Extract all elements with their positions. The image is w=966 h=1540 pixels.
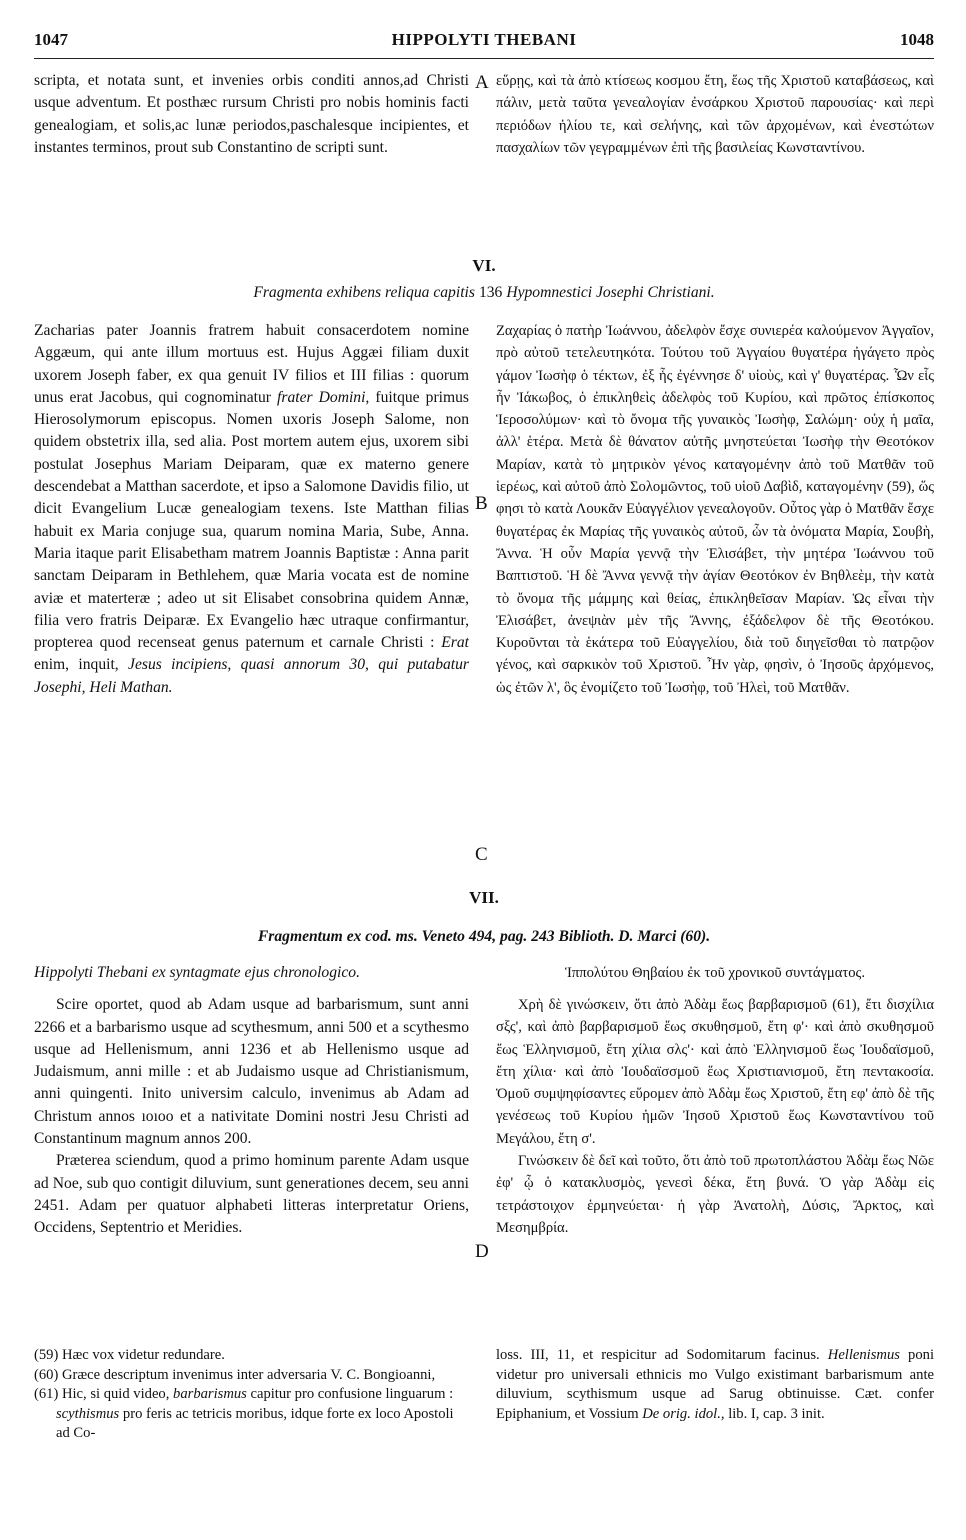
section-vii-latin-column (34, 962, 469, 1322)
margin-marker-b: B (475, 493, 488, 514)
margin-marker-c: C (475, 844, 488, 865)
footnote-61-b: barbarismus (173, 1386, 247, 1402)
section-vii-greek-column (496, 962, 934, 1322)
section-vii-numeral: VII. (469, 888, 499, 907)
margin-marker-d: D (475, 1241, 489, 1262)
section-vi-title-number: 136 (478, 284, 503, 301)
section-vi-latin-p2-italic: Erat (441, 634, 469, 652)
section-vii-greek-p1: Χρὴ δὲ γινώσκειν, ὅτι ἀπὸ Ἀδὰμ ἕως βαρβαρισμοῦ (61), ἔτι δισχίλια σξς', καὶ ἀπὸ βαρβαρισμοῦ ἕως σκυθησμοῦ, ἔτη φ'· καὶ ἀπὸ σκυθησμοῦ ἕως Ἑλληνισμοῦ, ἔτη χίλια σλς'· καὶ ἀπὸ Ἑλληνισμοῦ ἕως Ἰουδαϊσμοῦ, ἔτη χίλια· καὶ ἀπὸ Ἰουδαϊσσμοῦ ἕως Χριστιανισμοῦ, ἔτη πεντακοσία. Ὁμοῦ συμψηφίσαντες εὕρομεν ἀπὸ Ἀδὰμ ἕως Χριστοῦ, ἔτη εφ' ἀπὸ δὲ τῆς γενέσεως τοῦ Κυρίου ἡμῶν Ἰησοῦ Χριστοῦ ἕως Κωνσταντίνου τοῦ Μεγάλου, ἔτη σ'. (496, 997, 934, 1147)
section-vi-title (34, 284, 934, 302)
page (34, 28, 934, 1528)
margin-marker-a: A (475, 72, 489, 93)
footnote-cont-d: De orig. idol., (642, 1405, 725, 1422)
footnote-59: (59) Hæc vox videtur redundare. (34, 1347, 225, 1363)
section-vi-latin-column (34, 320, 469, 820)
section-vi-latin-p2: fuitque primus Hierosolymorum episcopus. Nomen uxoris Joseph Salome, non quidem obstetrix illa, sed alia. Post mortem autem ejus, uxorem sibi postulat Josephus Mariam Deiparam, quæ ex materno genere descendebat a Matthan sacerdote, et ipso a Salomone Davidis filio, ut dicit Evangelium Lucæ genealogiam texens. Iste Matthan filias habuit ex Maria conjuge sua, quarum nomina Maria, Sube, Anna. Maria itaque parit Elisabetham matrem Joannis Baptistæ : Anna parit sanctam Deiparam in Bethlehem, quæ Maria vocata est de nomine aviæ et materteræ ; adeo ut sit Elisabet consobrina quidem Annæ, filia vero fratris Deiparæ. Ex Evangelio hæc utraque confirmantur, propterea quod recenseat genus paternum et carnale Christi : (34, 388, 469, 652)
footnote-cont-a: loss. III, 11, et respicitur ad Sodomitarum facinus. (496, 1347, 820, 1363)
section-vi-numeral: VI. (472, 256, 496, 275)
footnote-61-d: scythismus (56, 1405, 120, 1422)
section-vi-greek-text: Ζαχαρίας ὁ πατὴρ Ἰωάννου, ἀδελφὸν ἔσχε συνιερέα καλούμενον Ἀγγαῖον, πρὸ αὐτοῦ τετελευτηκότα. Τούτου τοῦ Ἀγγαίου θυγατέρα ἠγάγετο πρὸς γάμον Ἰωσὴφ ὁ τέκτων, ἐξ ἧς ἐγέννησε δ' υἱοὺς, καὶ γ' θυγατέρας. Ὧν εἷς ἦν Ἰάκωβος, ὁ ἐπικληθεὶς ἀδελφὸς τοῦ Κυρίου, καὶ πρῶτος ἐπίσκοπος Ἱεροσολύμων· καὶ τὸ ὄνομα τῆς γυναικὸς Ἰωσὴφ, Σαλώμη· οὐχ ἡ μαῖα, ἀλλ' ἑτέρα. Μετὰ δὲ θάνατον αὐτῆς μνηστεύεται Ἰωσὴφ τὴν Θεοτόκον Μαρίαν, κατὰ τὸ μητρικὸν γένος καταγομένην ἀπὸ τοῦ Ματθᾶν τοῦ ἱερέως, καὶ αὐτοῦ ἀπὸ Σολομῶντος, τοῦ υἱοῦ Δαβὶδ, καταγομένην (59), ὥς φησι τὸ κατὰ Λουκᾶν Εὐαγγέλιον γενεαλογοῦν. Οὗτος γὰρ ὁ Ματθᾶν ἔσχε θυγατέρας ἐκ Μαρίας τῆς γυναικὸς αὐτοῦ, ὧν τὰ ὀνόματα Μαρία, Σουβὴ, Ἄννα. Ἡ οὖν Μαρία γεννᾷ τὴν Ἐλισάβετ, τὴν μητέρα Ἰωάννου τοῦ Βαπτιστοῦ. Ἡ δὲ Ἄννα γεννᾷ τὴν ἁγίαν Θεοτόκον ἐν Βηθλεὲμ, τὴν κατὰ τὸ ὄνομα τῆς μάμμης καὶ θείας, ἐπικληθεῖσαν Μαρίαν. Ὡς εἶναι τὴν Ἐλισάβετ, ἀνεψιὰν μὲν τῆς Ἄννης, ἐξάδελφον δὲ τῆς Θεοτόκου. Κυροῦνται τὰ ἑκάτερα τοῦ Εὐαγγελίου, διὰ τοῦ διηγεῖσθαι τὸ πατρῷον γένος, καὶ σαρκικὸν τοῦ Χριστοῦ. Ἦν γὰρ, φησὶν, ὁ Ἰησοῦς ἀρχόμενος, ὡς ἐτῶν λ', ὃς ἐνομίζετο τοῦ Ἰωσὴφ, τοῦ Ἠλεὶ, τοῦ Ματθᾶν. (496, 323, 934, 696)
footnotes-right (496, 1346, 934, 1521)
section-vi-latin-p1-italic: frater Domini, (277, 388, 370, 406)
section-vii-latin-p2: Præterea sciendum, quod a primo hominum parente Adam usque ad Noe, sub quo contigit diluvium, sunt generationes decem, seu anni 2451. Adam per quatuor alphabeti litteras interpretatur Oriens, Occidens, Septentrio et Meridies. (34, 1152, 469, 1237)
section-vi-title-end: Hypomnestici Josephi Christiani. (506, 284, 715, 301)
section-vii-latin-p1: Scire oportet, quod ab Adam usque ad barbarismum, sunt anni 2266 et a barbarismo usque ad scythesmum, anni 500 et a scythesmo usque ad Hellenismum, anni 1236 et ab Hellenismo usque ad Judaismum, anni mille : et ab Judaismo usque ad Christianismum, anni quingenti. Inito universim calculo, invenimus ab Adam ad Christum annos ıoıoo et a nativitate Domini nostri Jesu Christi ad Constantinum magnum annos 200. (34, 996, 469, 1148)
section-vii-greek-title: Ἱππολύτου Θηβαίου ἐκ τοῦ χρονικοῦ συντάγματος. (565, 965, 865, 981)
top-greek-text: εὕρῃς, καὶ τὰ ἀπὸ κτίσεως κοσμου ἔτη, ἕως τῆς Χριστοῦ καταβάσεως, καὶ πάλιν, μετὰ ταῦτα γενεαλογίαν ἐνσάρκου Χριστοῦ παρουσίας· καὶ περὶ περιόδων ἡλίου τε, καὶ σελήνης, καὶ τῶν ἀρχομένων, καὶ ἐνεστώτων πασχαλίων τῶν γεγραμμένων ἐπὶ τῆς βασιλείας Κωνσταντίνου. (496, 73, 934, 156)
running-header (34, 28, 934, 59)
running-title: HIPPOLYTI THEBANI (391, 30, 577, 49)
section-vii-title: Fragmentum ex cod. ms. Veneto 494, pag. 243 Biblioth. D. Marci (60). (257, 928, 711, 945)
footnote-60: (60) Græce descriptum invenimus inter adversaria V. C. Bongioanni, (34, 1366, 436, 1383)
footnote-61-a: (61) Hic, si quid video, (34, 1386, 170, 1402)
footnote-cont-b: Hellenismus (827, 1347, 900, 1363)
top-latin-text: scripta, et notata sunt, et invenies orbis conditi annos,ad Christi usque adventum. Et posthæc rursum Christi pro nobis hominis facti genealogiam, et solis,ac lunæ periodos,paschalesque incipientes, et instantes terminos, prout sub Constantino de scripti sunt. (34, 72, 469, 156)
footnote-61 (34, 1385, 469, 1444)
section-vi-greek-column (496, 320, 934, 880)
footnote-cont-c: poni videtur pro universali ethnicis mo Vulgo existimant barbarismum ante diluvium, scythismum usque ad Sarug obtinuisse. Cæt. confer Epiphanium, et Vossium (496, 1347, 934, 1422)
section-vi-latin-p3-italic: Jesus incipiens, quasi annorum 30, qui putabatur Josephi, Heli Mathan. (34, 656, 469, 696)
section-vii-latin-title: Hippolyti Thebani ex syntagmate ejus chronologico. (34, 964, 360, 981)
page-number-left: 1047 (34, 30, 68, 49)
footnote-61-c: capitur pro confusione linguarum : (250, 1386, 454, 1402)
page-number-right: 1048 (900, 30, 934, 49)
footnote-61-e: pro feris ac tetricis moribus, idque forte ex loco Apostoli ad Co- (56, 1405, 454, 1441)
section-vi-latin-p3: enim, inquit, (34, 656, 119, 674)
section-vii-greek-p2: Γινώσκειν δὲ δεῖ καὶ τοῦτο, ὅτι ἀπὸ τοῦ πρωτοπλάστου Ἀδὰμ ἕως Νῶε ἐφ' ᾧ ὁ κατακλυσμὸς, γενεσὶ δέκα, ἔτη βυνά. Ὁ γὰρ Ἀδὰμ εἰς τετράστοιχον ἑρμηνεύεται· ἡ γὰρ Ἀνατολὴ, Δύσις, Ἄρκτος, καὶ Μεσημβρία. (496, 1153, 934, 1236)
top-latin-column (34, 70, 469, 159)
top-greek-column (496, 70, 934, 159)
footnote-cont-e: lib. I, cap. 3 init. (728, 1405, 825, 1422)
section-vi-title-start: Fragmenta exhibens reliqua capitis (253, 284, 475, 301)
section-vi-latin-p1: Zacharias pater Joannis fratrem habuit consacerdotem nomine Aggæum, qui ante illum mortuus est. Hujus Aggæi filiam duxit uxorem Joseph faber, ex qua genuit IV filios et III filias : quorum unus erat Jacobus, qui cognominatur (34, 322, 469, 406)
footnotes-left (34, 1346, 469, 1521)
